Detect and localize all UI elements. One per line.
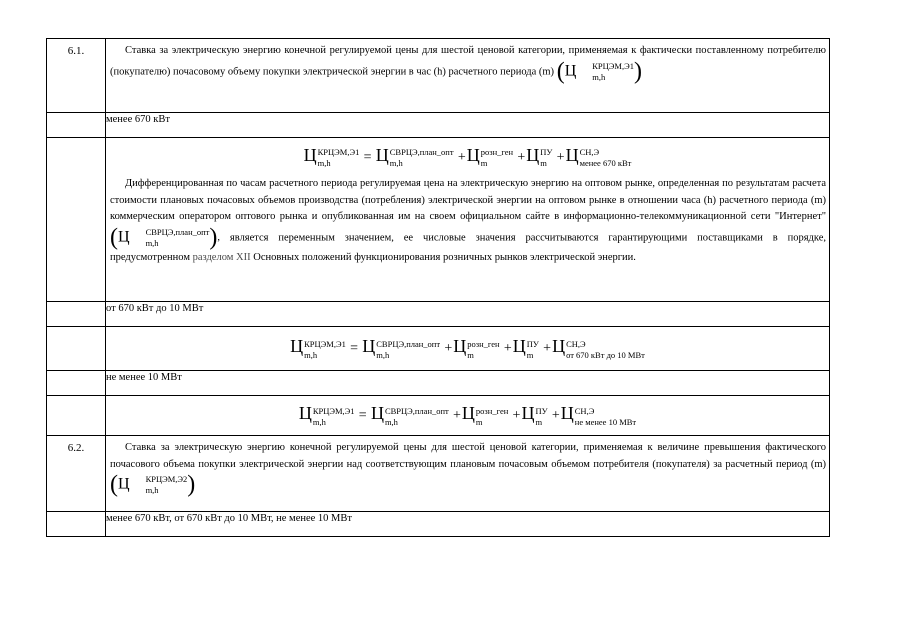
table-row	[47, 39, 830, 113]
row-content: Ставка за электрическую энергию конечной регулируемой цены для шестой ценовой категории, применяемая к величине превышения фактического почасового объема покупки электрической энергии над соответствующим плановым почасовым объемом потребителя (покупателя) за расчетный период (m) (Ц КРЦЭМ,Э2 m,h )	[106, 436, 830, 512]
power-range-label: менее 670 кВт	[106, 113, 830, 138]
formula-cell	[106, 396, 830, 436]
row-number: 6.2.	[47, 436, 106, 512]
table-row	[47, 512, 830, 537]
table-row	[47, 327, 830, 371]
subscript: m,h	[592, 71, 606, 82]
formula: Ц КРЦЭМ,Э1 m,h = Ц СВРЦЭ,план_опт m,h +Ц розн_ген m +Ц ПУ m +Ц СН,Э от 670 кВт до 10 МВт	[290, 336, 645, 360]
formula: Ц КРЦЭМ,Э1 m,h = Ц СВРЦЭ,план_опт m,h +Ц розн_ген m +Ц ПУ m +Ц СН,Э менее 670 кВт	[303, 145, 632, 169]
formula: Ц КРЦЭМ,Э1 m,h = Ц СВРЦЭ,план_опт m,h +Ц розн_ген m +Ц ПУ m +Ц СН,Э не менее 10 МВт	[298, 403, 637, 427]
table-row	[47, 436, 830, 512]
table-row	[47, 138, 830, 302]
row-content	[106, 39, 830, 113]
regulation-link[interactable]: разделом XII	[192, 251, 251, 263]
table-row	[47, 396, 830, 436]
table-row	[47, 302, 830, 327]
section-title: Ставка за электрическую энергию конечной регулируемой цены для шестой ценовой категории, применяемая к величине превышения фактического почасового объема покупки электрической энергии над соответствующим плановым почасовым объемом потребителя (покупателя) за расчетный период (m)	[110, 442, 826, 470]
tariff-table	[46, 38, 830, 537]
power-range-label: менее 670 кВт, от 670 кВт до 10 МВт, не менее 10 МВт	[106, 512, 830, 537]
formula-cell	[106, 138, 830, 302]
price-symbol: Ц	[564, 62, 577, 80]
power-range-label: от 670 кВт до 10 МВт	[106, 302, 830, 327]
section-title: Ставка за электрическую энергию конечной регулируемой цены для шестой ценовой категории, применяемая к фактически поставленному потребителю (покупателю) почасовому объему покупки электрической энергии в час (h) расчетного периода (m)	[110, 45, 826, 77]
superscript: КРЦЭМ,Э1	[592, 60, 634, 71]
paren-close: )	[633, 58, 642, 85]
table-row	[47, 371, 830, 396]
power-range-label: не менее 10 МВт	[106, 371, 830, 396]
row-number: 6.1.	[47, 39, 106, 113]
description: Дифференцированная по часам расчетного периода регулируемая цена на электрическую энергию на оптовом рынке, определенная по результатам расчета стоимости плановых почасовых объемов производства (потребления) электрической энергии на оптовом рынке в отношении часа (h) расчетного периода (m) коммерческим оператором оптового рынка и опубликованная им на своем официальном сайте в информационно-телекоммуникационной сети "Интернет" (Ц СВРЦЭ,план_опт m,h ), является переменным значением, ее числовые значения рассчитываются гарантирующими поставщиками в порядке, предусмотренном разделом XII Основных положений функционирования розничных рынков электрической энергии.	[110, 178, 826, 263]
paren-open: (	[556, 58, 565, 85]
formula-cell	[106, 327, 830, 371]
table-row	[47, 113, 830, 138]
